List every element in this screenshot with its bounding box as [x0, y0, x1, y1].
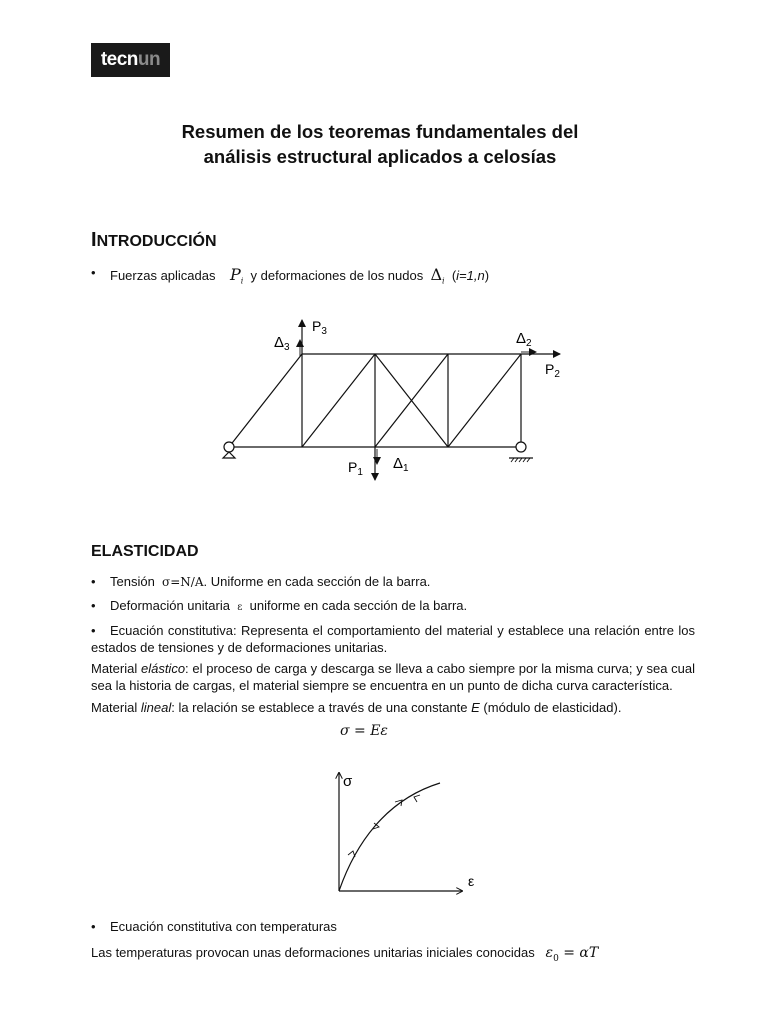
- bullet-tension: • Tensión σ=N/A. Uniforme en cada sección de la barra.: [91, 574, 431, 589]
- label-delta-3: $\Delta_3$: [274, 334, 290, 353]
- label-p2: $P_2$: [545, 361, 560, 380]
- diagonal-member: [302, 354, 375, 447]
- hooke-equation: σ = Eε: [340, 723, 388, 739]
- bullet-strain: • Deformación unitaria ε uniforme en cada sección de la barra.: [91, 598, 468, 613]
- bullet-constitutive: • Ecuación constitutiva: Representa el comportamiento del material y establece una relación entre los estados de tensiones y de deformaciones unitarias.: [91, 623, 695, 655]
- bullet-dot: •: [91, 598, 96, 613]
- symbol-delta: Δ: [430, 265, 443, 284]
- page-title-line-1: Resumen de los teoremas fundamentales del: [181, 121, 579, 142]
- intro-bullet-text-1: Fuerzas aplicadas: [110, 268, 216, 283]
- label-p1: $P_1$: [348, 459, 363, 478]
- diagonal-member: [448, 354, 521, 447]
- label-delta-2: $\Delta_2$: [516, 330, 532, 349]
- thermal-strain-equation: $\varepsilon_0 = \alpha T$: [545, 945, 599, 964]
- symbol-p: P: [229, 265, 241, 284]
- stress-formula: σ=N/A: [162, 575, 204, 589]
- left-pin-support: [224, 442, 234, 452]
- paragraph-temperature: Las temperaturas provocan unas deformaciones unitarias iniciales conocidas $\varepsilon_0 = \alpha T$: [91, 945, 599, 964]
- epsilon-label: ε: [468, 873, 475, 889]
- page-title-line-2: análisis estructural aplicados a celosías: [203, 146, 557, 167]
- diagonal-member: [229, 354, 302, 447]
- bullet-dot: •: [91, 623, 96, 638]
- bullet-dot: •: [91, 919, 96, 934]
- intro-bullet: • Fuerzas aplicadas $P_i$ y deformaciones de los nudos $\Delta_i$ (i=1,n): [91, 265, 490, 286]
- bullet-dot: •: [91, 265, 96, 280]
- index-range: i=1,n: [456, 268, 485, 283]
- paragraph-linear: Material lineal: la relación se establece a través de una constante E (módulo de elasticidad).: [91, 700, 622, 715]
- label-p3: $P_3$: [312, 318, 327, 337]
- bullet-temperature: • Ecuación constitutiva con temperaturas: [91, 919, 337, 934]
- paragraph-elastic: Material elástico: el proceso de carga y descarga se lleva a cabo siempre por la misma curva; y sea cual sea la historia de cargas, el material siempre se encuentra en un punto de dicha curva característica.: [91, 661, 695, 693]
- truss-diagram: [0, 300, 768, 500]
- bullet-dot: •: [91, 574, 96, 589]
- strain-symbol: ε: [237, 602, 243, 613]
- right-pin-support: [516, 442, 526, 452]
- stress-strain-line: [339, 783, 440, 891]
- label-delta-1: $\Delta_1$: [393, 455, 409, 474]
- tecnun-logo: tecnun: [91, 43, 170, 77]
- sigma-label: σ: [343, 773, 353, 790]
- intro-heading: INTRODUCCIÓN: [91, 229, 217, 251]
- intro-bullet-text-2: y deformaciones de los nudos: [250, 268, 424, 283]
- elasticity-heading: ELASTICIDAD: [91, 543, 199, 560]
- stress-strain-curve: [320, 765, 490, 900]
